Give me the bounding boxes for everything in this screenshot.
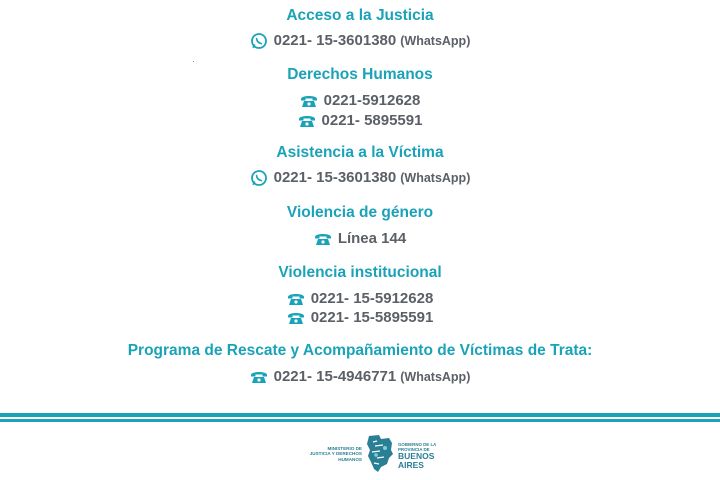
footer-divider	[0, 413, 720, 422]
phone-icon	[287, 311, 305, 325]
phone-icon	[314, 232, 332, 246]
section-title: Derechos Humanos	[287, 66, 433, 83]
phone-icon	[250, 370, 268, 384]
phone-number[interactable]: 0221- 15-4946771	[273, 368, 397, 385]
channel-label: (WhatsApp)	[400, 171, 471, 185]
contact-line	[0, 32, 720, 50]
whatsapp-icon	[250, 32, 268, 50]
contact-line	[0, 368, 720, 386]
stray-dot	[193, 61, 194, 62]
province-map-logo	[365, 434, 395, 479]
section-asistencia-victima	[0, 144, 720, 187]
contact-line	[0, 169, 720, 187]
section-title: Acceso a la Justicia	[286, 7, 434, 24]
phone-number[interactable]: 0221- 15-5912628	[310, 290, 434, 307]
phone-number[interactable]: 0221-5912628	[323, 92, 421, 109]
section-violencia-genero	[0, 204, 720, 248]
contact-line	[0, 290, 720, 308]
contact-line	[0, 92, 720, 110]
phone-number[interactable]: 0221- 5895591	[321, 112, 423, 129]
section-acceso-justicia	[0, 7, 720, 50]
phone-icon	[300, 94, 318, 108]
section-violencia-institucional	[0, 264, 720, 327]
section-derechos-humanos	[0, 66, 720, 130]
section-title: Violencia institucional	[278, 264, 442, 281]
phone-icon	[287, 292, 305, 306]
channel-label: (WhatsApp)	[400, 370, 471, 384]
province-government-text: GOBIERNO DE LA PROVINCIA DE BUENOS AIRES	[398, 442, 437, 470]
phone-number[interactable]: Línea 144	[337, 230, 407, 247]
phone-icon	[298, 114, 316, 128]
phone-number[interactable]: 0221- 15-5895591	[310, 309, 434, 326]
whatsapp-icon	[250, 169, 268, 187]
footer-logos	[0, 432, 720, 476]
ministry-logo-text: MINISTERIO DE JUSTICIA Y DERECHOS HUMANOS	[309, 446, 362, 462]
section-title: Programa de Rescate y Acompañamiento de Víctimas de Trata:	[127, 342, 593, 359]
contact-line	[0, 112, 720, 130]
section-title: Violencia de género	[286, 204, 434, 221]
phone-number[interactable]: 0221- 15-3601380	[273, 169, 397, 186]
channel-label: (WhatsApp)	[400, 34, 471, 48]
phone-number[interactable]: 0221- 15-3601380	[273, 32, 397, 49]
contact-line	[0, 230, 720, 248]
section-title: Asistencia a la Víctima	[276, 144, 444, 161]
section-programa-rescate	[0, 342, 720, 386]
contact-line	[0, 309, 720, 327]
